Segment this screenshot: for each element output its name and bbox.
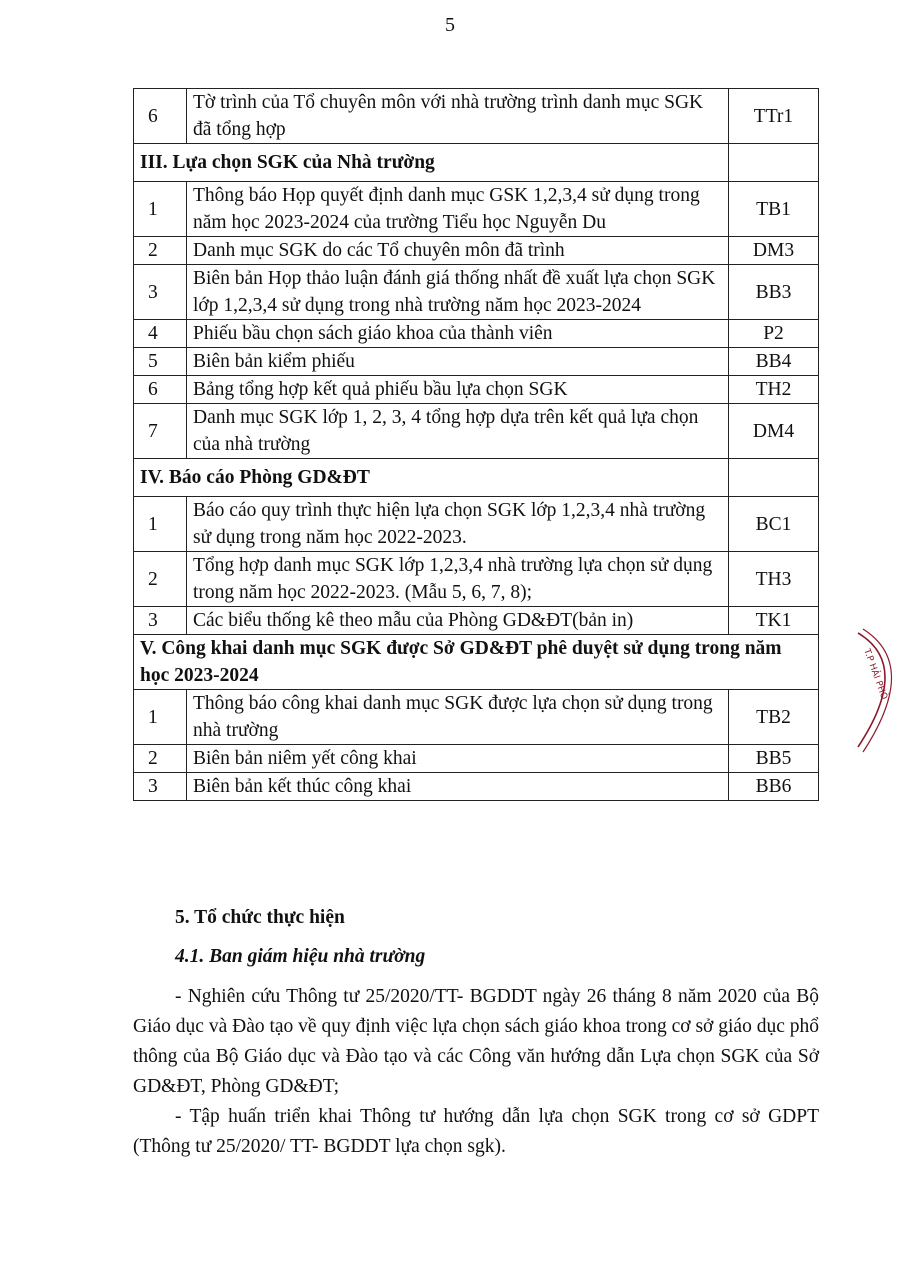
page-number: 5 bbox=[445, 14, 455, 36]
section-header-row bbox=[134, 635, 819, 690]
row-description: Tổng hợp danh mục SGK lớp 1,2,3,4 nhà trường lựa chọn sử dụng trong năm học 2022-2023. (Mẫu 5, 6, 7, 8); bbox=[187, 552, 729, 607]
table-row bbox=[134, 404, 819, 459]
row-description: Biên bản niêm yết công khai bbox=[187, 745, 729, 773]
row-description: Bảng tổng hợp kết quả phiếu bầu lựa chọn SGK bbox=[187, 376, 729, 404]
row-code: BC1 bbox=[729, 497, 819, 552]
row-description: Biên bản kiểm phiếu bbox=[187, 348, 729, 376]
section-header-row bbox=[134, 144, 819, 182]
section-title: IV. Báo cáo Phòng GD&ĐT bbox=[134, 459, 729, 497]
table-row bbox=[134, 552, 819, 607]
row-description: Phiếu bầu chọn sách giáo khoa của thành viên bbox=[187, 320, 729, 348]
row-number: 5 bbox=[134, 348, 187, 376]
table-row bbox=[134, 745, 819, 773]
row-description: Tờ trình của Tổ chuyên môn với nhà trường trình danh mục SGK đã tổng hợp bbox=[187, 89, 729, 144]
table-row bbox=[134, 320, 819, 348]
row-number: 1 bbox=[134, 182, 187, 237]
row-number: 2 bbox=[134, 552, 187, 607]
section-header-row bbox=[134, 459, 819, 497]
subsection-heading: 4.1. Ban giám hiệu nhà trường bbox=[175, 946, 426, 967]
table-row bbox=[134, 607, 819, 635]
row-description: Danh mục SGK do các Tổ chuyên môn đã trình bbox=[187, 237, 729, 265]
row-number: 1 bbox=[134, 690, 187, 745]
row-description: Thông báo Họp quyết định danh mục GSK 1,2,3,4 sử dụng trong năm học 2023-2024 của trường Tiểu học Nguyễn Du bbox=[187, 182, 729, 237]
table-row bbox=[134, 348, 819, 376]
row-code: P2 bbox=[729, 320, 819, 348]
row-number: 3 bbox=[134, 773, 187, 801]
table-row bbox=[134, 182, 819, 237]
row-code: DM4 bbox=[729, 404, 819, 459]
row-number: 3 bbox=[134, 607, 187, 635]
table-row bbox=[134, 237, 819, 265]
section-heading: 5. Tổ chức thực hiện bbox=[175, 907, 345, 928]
row-number: 2 bbox=[134, 237, 187, 265]
row-code: TB1 bbox=[729, 182, 819, 237]
row-number: 7 bbox=[134, 404, 187, 459]
row-code: TK1 bbox=[729, 607, 819, 635]
row-code: TH2 bbox=[729, 376, 819, 404]
row-number: 4 bbox=[134, 320, 187, 348]
table-row bbox=[134, 497, 819, 552]
table-row bbox=[134, 376, 819, 404]
row-code: BB3 bbox=[729, 265, 819, 320]
stamp-seal bbox=[850, 625, 900, 755]
row-description: Biên bản kết thúc công khai bbox=[187, 773, 729, 801]
row-number: 2 bbox=[134, 745, 187, 773]
row-code: TB2 bbox=[729, 690, 819, 745]
paragraph: - Nghiên cứu Thông tư 25/2020/TT- BGDDT ngày 26 tháng 8 năm 2020 của Bộ Giáo dục và Đào tạo về quy định việc lựa chọn sách giáo khoa trong cơ sở giáo dục phổ thông của Bộ Giáo dục và Đào tạo và các Công văn hướng dẫn Lựa chọn SGK của Sở GD&ĐT, Phòng GD&ĐT; bbox=[133, 986, 819, 1097]
row-number: 6 bbox=[134, 89, 187, 144]
row-code: BB4 bbox=[729, 348, 819, 376]
empty-cell bbox=[729, 459, 819, 497]
row-code: TH3 bbox=[729, 552, 819, 607]
row-code: BB5 bbox=[729, 745, 819, 773]
row-code: DM3 bbox=[729, 237, 819, 265]
section-title: III. Lựa chọn SGK của Nhà trường bbox=[134, 144, 729, 182]
row-number: 3 bbox=[134, 265, 187, 320]
row-description: Biên bản Họp thảo luận đánh giá thống nhất đề xuất lựa chọn SGK lớp 1,2,3,4 sử dụng trong nhà trường năm học 2023-2024 bbox=[187, 265, 729, 320]
table-row bbox=[134, 690, 819, 745]
row-description: Thông báo công khai danh mục SGK được lựa chọn sử dụng trong nhà trường bbox=[187, 690, 729, 745]
row-number: 6 bbox=[134, 376, 187, 404]
table-row bbox=[134, 773, 819, 801]
section-title: V. Công khai danh mục SGK được Sở GD&ĐT phê duyệt sử dụng trong năm học 2023-2024 bbox=[134, 635, 819, 690]
row-description: Báo cáo quy trình thực hiện lựa chọn SGK lớp 1,2,3,4 nhà trường sử dụng trong năm học 2022-2023. bbox=[187, 497, 729, 552]
row-description: Các biểu thống kê theo mẫu của Phòng GD&ĐT(bản in) bbox=[187, 607, 729, 635]
row-code: BB6 bbox=[729, 773, 819, 801]
row-code: TTr1 bbox=[729, 89, 819, 144]
table-row bbox=[134, 265, 819, 320]
empty-cell bbox=[729, 144, 819, 182]
document-table bbox=[133, 88, 819, 801]
svg-text:T.P HẢI PHÒ: T.P HẢI PHÒ bbox=[861, 647, 889, 702]
row-description: Danh mục SGK lớp 1, 2, 3, 4 tổng hợp dựa trên kết quả lựa chọn của nhà trường bbox=[187, 404, 729, 459]
row-number: 1 bbox=[134, 497, 187, 552]
table-row bbox=[134, 89, 819, 144]
paragraph: - Tập huấn triển khai Thông tư hướng dẫn lựa chọn SGK trong cơ sở GDPT (Thông tư 25/2020/ TT- BGDDT lựa chọn sgk). bbox=[133, 1106, 819, 1157]
